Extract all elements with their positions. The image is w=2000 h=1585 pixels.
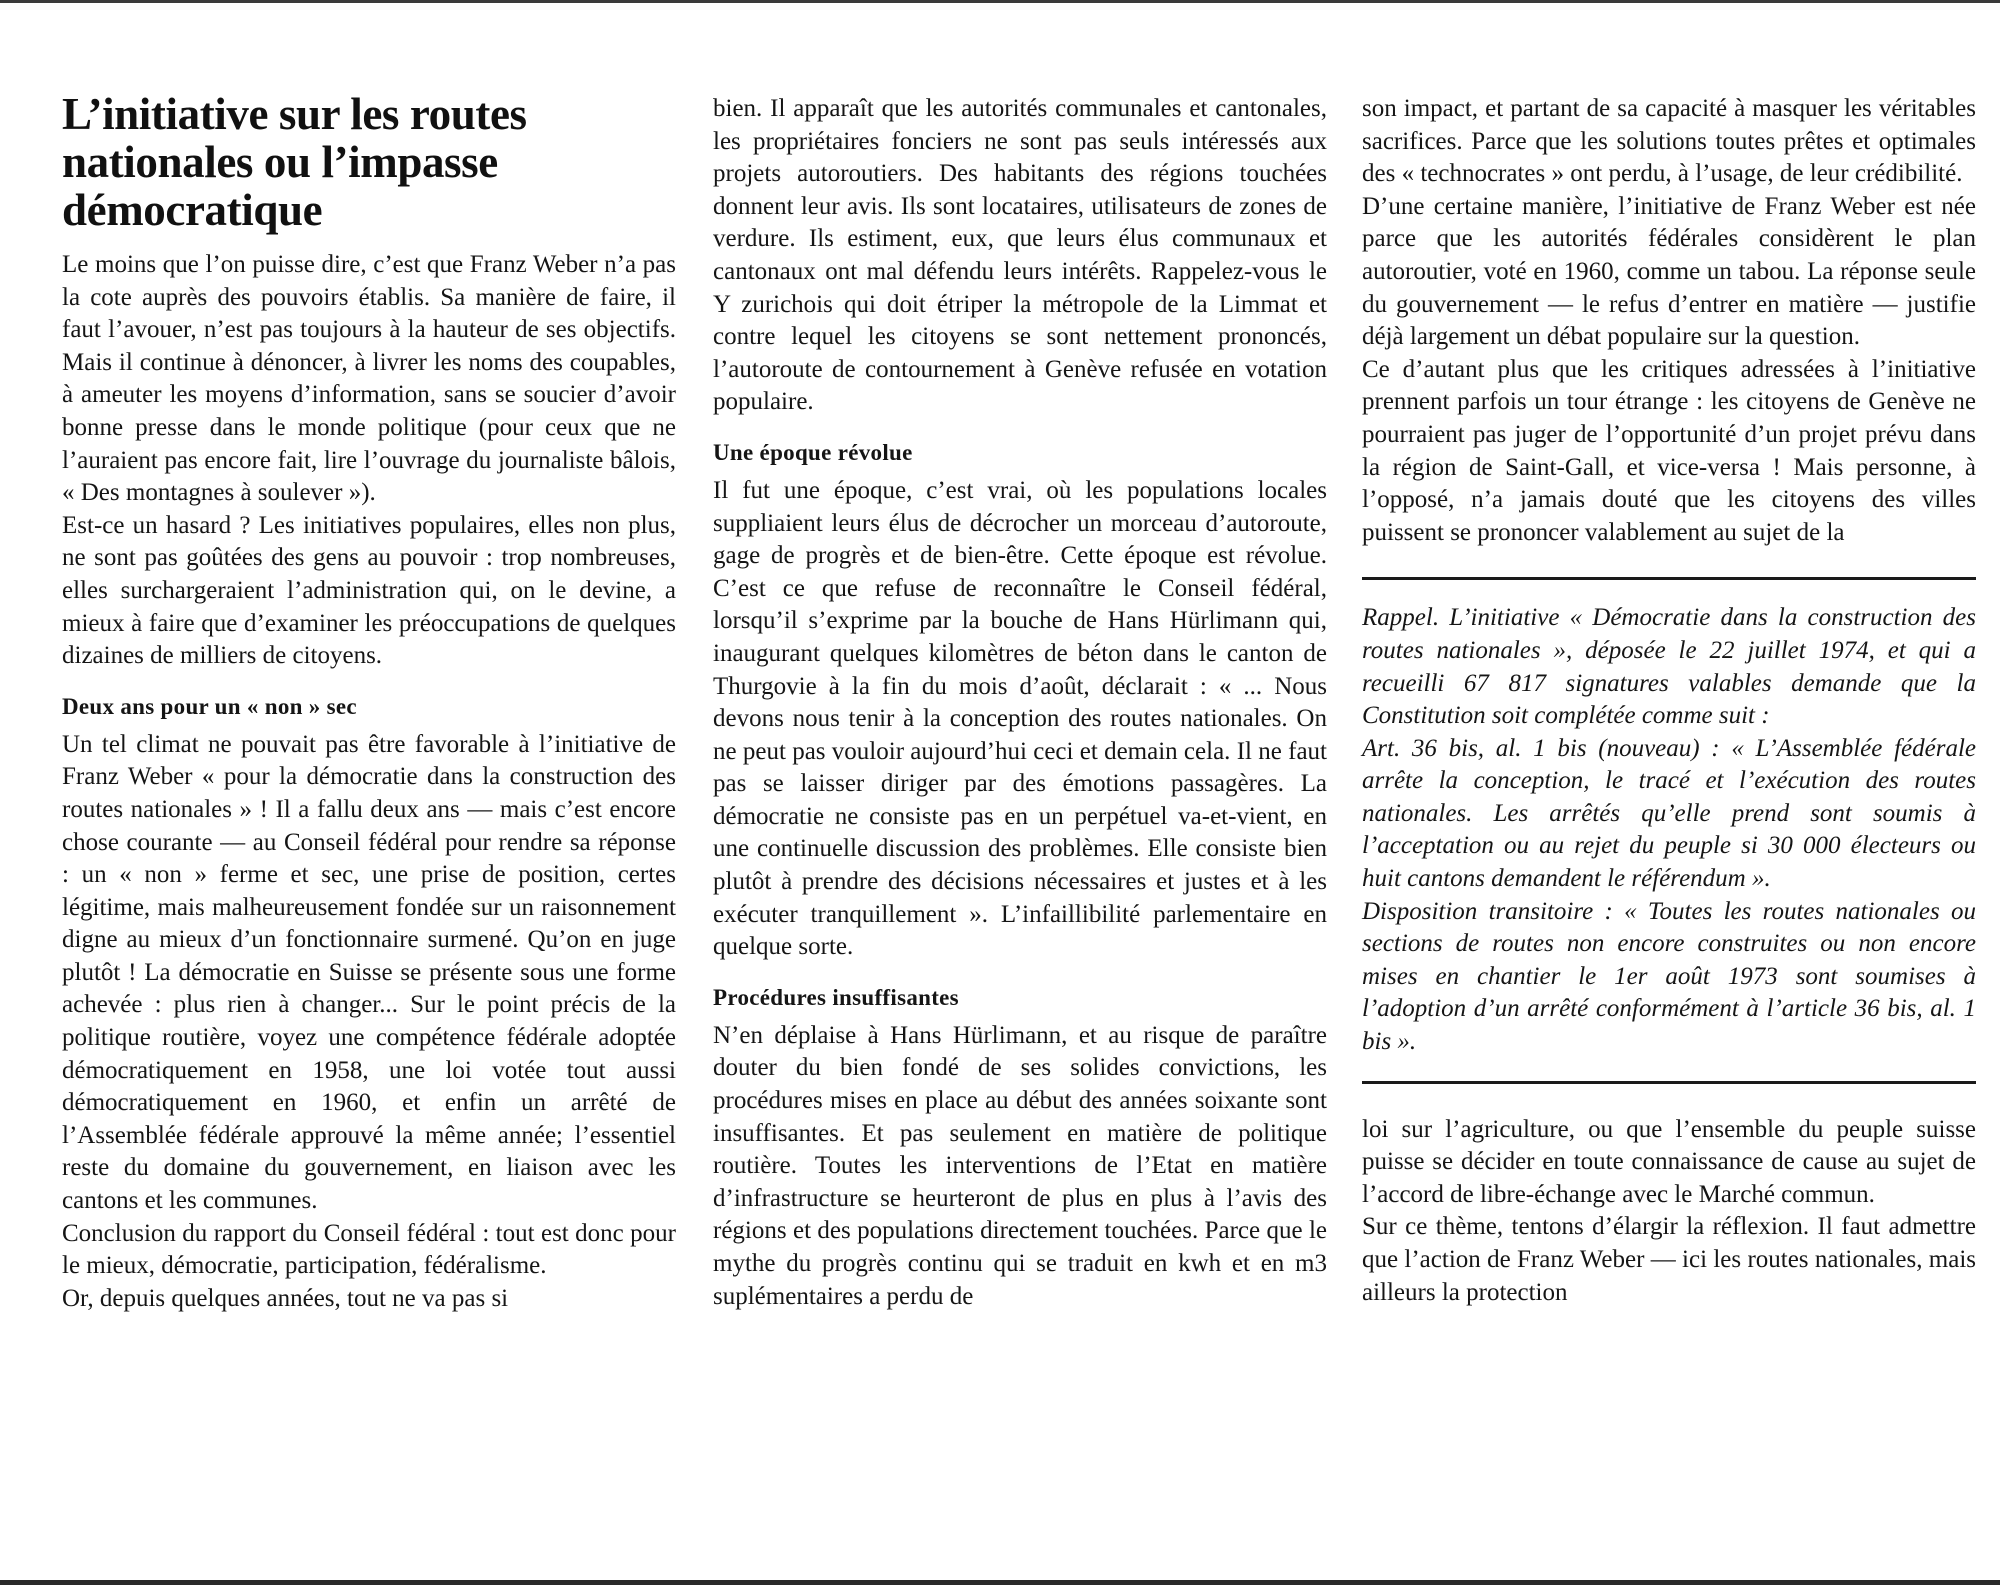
paragraph: Un tel climat ne pouvait pas être favorable à l’initiative de Franz Weber « pour la démocratie dans la construction des routes nationales » ! Il a fallu deux ans — mais c’est encore chose courante — au Conseil fédéral pour rendre sa réponse : un « non » ferme et sec, une prise de position, certes légitime, mais malheureusement fondée sur un raisonnement digne au mieux d’un fonctionnaire surmené. Qu’on en juge plutôt ! La démocratie en Suisse se présente sous une forme achevée : plus rien à changer... Sur le point précis de la politique routière, voyez une compétence fédérale adoptée démocratiquement en 1958, une loi votée tout aussi démocratiquement en 1960, et enfin un arrêté de l’Assemblée fédérale approuvé la même année; l’essentiel reste du domaine du gouvernement, en liaison avec les cantons et les communes.	[62, 730, 676, 1215]
article-title: L’initiative sur les routes nationales ou l’impasse démocratique	[62, 89, 527, 235]
paragraph: Ce d’autant plus que les critiques adressées à l’initiative prennent parfois un tour étrange : les citoyens de Genève ne pourraient pas juger de l’opportunité d’un projet prévu dans la région de Saint-Gall, et vice-versa ! Mais personne, à l’opposé, n’a jamais douté que les citoyens des villes puissent se prononcer valablement au sujet de la	[1362, 355, 1976, 546]
paragraph: Il fut une époque, c’est vrai, où les populations locales suppliaient leurs élus de décrocher un morceau d’autoroute, gage de progrès et de bien-être. Cette époque est révolue. C’est ce que refuse de reconnaître le Conseil fédéral, lorsqu’il s’exprime par la bouche de Hans Hürlimann qui, inaugurant quelques kilomètres de béton dans le canton de Thurgovie à la fin du mois d’août, déclarait : « ... Nous devons nous tenir à la conception des routes nationales. On ne peut pas vouloir aujourd’hui ceci et demain cela. Il ne faut pas se laisser diriger par des émotions passagères. La démocratie ne consiste pas en un perpétuel va-et-vient, en une continuelle discussion des problèmes. Elle consiste bien plutôt à prendre des décisions nécessaires et justes et à les exécuter tranquillement ». L’infaillibilité parlementaire en quelque sorte.	[713, 476, 1327, 961]
top-border-rule	[0, 0, 2000, 3]
paragraph: loi sur l’agriculture, ou que l’ensemble du peuple suisse puisse se décider en toute connaissance de cause au sujet de l’accord de libre-échange avec le Marché commun.	[1362, 1115, 1976, 1208]
paragraph: son impact, et partant de sa capacité à masquer les véritables sacrifices. Parce que les solutions toutes prêtes et optimales des « technocrates » ont perdu, à l’usage, de leur crédibilité.	[1362, 95, 1976, 188]
section-heading-deux-ans: Deux ans pour un « non » sec	[62, 693, 357, 719]
paragraph: Le moins que l’on puisse dire, c’est que Franz Weber n’a pas la cote auprès des pouvoirs établis. Sa manière de faire, il faut l’avouer, n’est pas toujours à la hauteur de ses objectifs. Mais il continue à dénoncer, à livrer les noms des coupables, à ameuter les moyens d’information, sans se soucier d’avoir bonne presse dans le monde politique (pour ceux que ne l’auraient pas encore fait, lire l’ouvrage du journaliste bâlois, « Des montagnes à soulever »).	[62, 251, 676, 507]
section-heading-epoque-revolue: Une époque révolue	[713, 439, 913, 465]
bottom-border-rule	[0, 1580, 2000, 1585]
paragraph: Est-ce un hasard ? Les initiatives populaires, elles non plus, ne sont pas goûtées des gens au pouvoir : trop nombreuses, elles surchargeraient l’administration qui, on le devine, a mieux à faire que d’examiner les préoccupations de quelques dizaines de milliers de citoyens.	[62, 511, 676, 670]
paragraph: Sur ce thème, tentons d’élargir la réflexion. Il faut admettre que l’action de Franz Weber — ici les routes nationales, mais ailleurs la protection	[1362, 1213, 1976, 1306]
paragraph: N’en déplaise à Hans Hürlimann, et au risque de paraître douter du bien fondé de ses solides convictions, les procédures mises en place au début des années soixante sont insuffisantes. Et pas seulement en matière de politique routière. Toutes les interventions de l’Etat en matière d’infrastructure se heurteront de plus en plus à l’avis des régions et des populations directement touchées. Parce que le mythe du progrès continu qui se traduit en kwh et en m3 suplémentaires a perdu de	[713, 1021, 1327, 1310]
box-paragraph: Disposition transitoire : « Toutes les routes nationales ou sections de routes non encore construites ou non encore mises en chantier le 1er août 1973 sont soumises à l’adoption d’un arrêté conformément à l’article 36 bis, al. 1 bis ».	[1362, 897, 1976, 1056]
paragraph: bien. Il apparaît que les autorités communales et cantonales, les propriétaires fonciers ne sont pas seuls intéressés aux projets autoroutiers. Des habitants des régions touchées donnent leur avis. Ils sont locataires, utilisateurs de zones de verdure. Ils estiment, eux, que leurs élus communaux et cantonaux ont mal défendu leurs intérêts. Rappelez-vous le Y zurichois qui doit étriper la métropole de la Limmat et contre lequel les citoyens se sont nettement prononcés, l’autoroute de contournement à Genève refusée en votation populaire.	[713, 95, 1327, 416]
paragraph: D’une certaine manière, l’initiative de Franz Weber est née parce que les autorités fédérales considèrent le plan autoroutier, voté en 1960, comme un tabou. La réponse seule du gouvernement — le refus d’entrer en matière — justifie déjà largement un débat populaire sur la question.	[1362, 192, 1976, 351]
section-heading-procedures: Procédures insuffisantes	[713, 984, 959, 1010]
paragraph: Or, depuis quelques années, tout ne va pas si	[62, 1284, 509, 1312]
box-paragraph: Rappel. L’initiative « Démocratie dans la construction des routes nationales », déposée le 22 juillet 1974, et qui a recueilli 67 817 signatures valables demande que la Constitution soit complétée comme suit :	[1362, 604, 1976, 730]
column-1	[62, 90, 676, 1315]
paragraph: Conclusion du rapport du Conseil fédéral : tout est donc pour le mieux, démocratie, participation, fédéralisme.	[62, 1219, 676, 1280]
box-paragraph: Art. 36 bis, al. 1 bis (nouveau) : « L’Assemblée fédérale arrête la conception, le tracé et l’exécution des routes nationales. Les arrêtés qu’elle prend sont soumis à l’acceptation ou au rejet du peuple si 30 000 électeurs ou huit cantons demandent le référendum ».	[1362, 734, 1976, 893]
column-2	[713, 93, 1327, 1313]
column-3	[1362, 93, 1976, 1309]
reminder-box	[1362, 577, 1976, 1083]
